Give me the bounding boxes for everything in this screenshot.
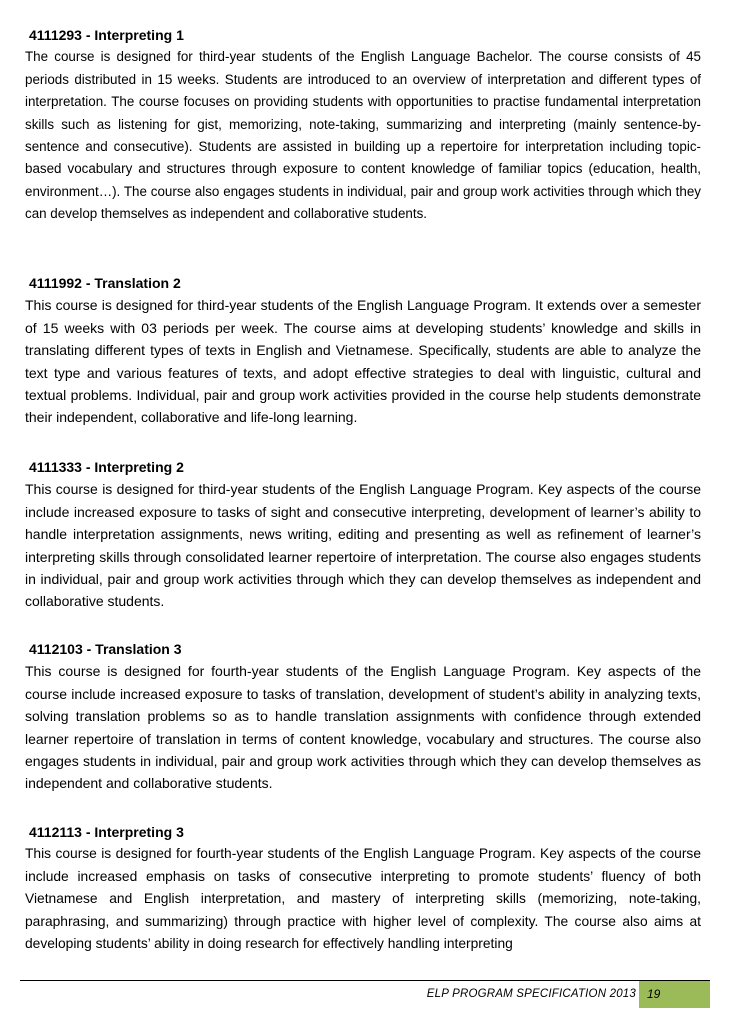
document-body [25, 24, 701, 952]
course-section [25, 638, 701, 795]
course-title: 4111293 - Interpreting 1 [29, 27, 184, 43]
course-section [25, 24, 701, 226]
course-description: This course is designed for fourth-year students of the English Language Program. Key aspects of the course include increased exposure to tasks of translation, development of student’s ability in analyzing texts, solving translation problems so as to handle translation assignments with confidence through extended learner repertoire of translation in terms of content knowledge, vocabulary and structures. The course also engages students in individual, pair and group work activities through which they can develop themselves as independent and collaborative students. [25, 663, 701, 792]
footer-divider [20, 980, 710, 981]
course-description: This course is designed for third-year students of the English Language Program. Key aspects of the course include increased exposure to tasks of sight and consecutive interpreting, development of learner’s ability to handle interpretation assignments, news writing, editing and presenting as well as refinement of learner’s interpreting skills through consolidated learner repertoire of interpretation. The course also engages students in individual, pair and group work activities through which they can develop themselves as independent and collaborative students. [25, 481, 701, 610]
course-description: The course is designed for third-year students of the English Language Bachelor. The course consists of 45 periods distributed in 15 weeks. Students are introduced to an overview of interpretation and different types of interpretation. The course focuses on providing students with opportunities to practise fundamental interpretation skills such as listening for gist, memorizing, note-taking, summarizing and interpreting (mainly sentence-by-sentence and consecutive). Students are assisted in building up a repertoire for interpretation including topic-based vocabulary and structures through exposure to content knowledge of familiar topics (education, health, environment…). The course also engages students in individual, pair and group work activities through which they can develop themselves as independent and collaborative students. [25, 49, 701, 222]
page-number-box [639, 981, 710, 1008]
course-title: 4112113 - Interpreting 3 [29, 824, 184, 840]
course-section [25, 272, 701, 429]
course-description: This course is designed for fourth-year students of the English Language Program. Key aspects of the course include increased emphasis on tasks of consecutive interpreting to promote students’ fluency of both Vietnamese and English interpretation, and mastery of interpreting skills (memorizing, note-taking, paraphrasing, and summarizing) through practice with higher level of complexity. The course also aims at developing students’ ability in doing research for effectively handling interpreting [25, 846, 701, 952]
course-section [25, 821, 701, 955]
course-title: 4111333 - Interpreting 2 [29, 459, 184, 475]
page-number: 19 [647, 987, 661, 1001]
course-title: 4112103 - Translation 3 [29, 641, 182, 657]
course-title: 4111992 - Translation 2 [29, 275, 181, 291]
course-section [25, 456, 701, 613]
footer-document-title: ELP PROGRAM SPECIFICATION 2013 [426, 988, 636, 1000]
course-description: This course is designed for third-year students of the English Language Program. It extends over a semester of 15 weeks with 03 periods per week. The course aims at developing students’ knowledge and skills in translating different types of texts in English and Vietnamese. Specifically, students are able to analyze the text type and various features of texts, and adopt effective strategies to deal with linguistic, cultural and textual problems. Individual, pair and group work activities provided in the course help students demonstrate their independent, collaborative and life-long learning. [25, 297, 701, 426]
